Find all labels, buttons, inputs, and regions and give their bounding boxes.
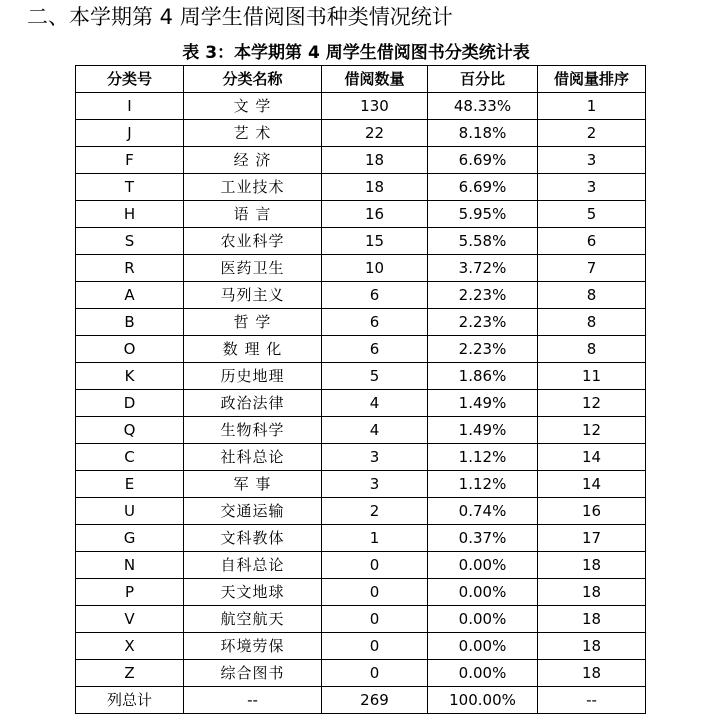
cell-code: D xyxy=(76,390,184,417)
cell-count: 3 xyxy=(322,471,428,498)
table-row xyxy=(76,471,646,498)
cell-count: 6 xyxy=(322,282,428,309)
cell-code: G xyxy=(76,525,184,552)
cell-name: 环境劳保 xyxy=(184,633,322,660)
cell-rank: 14 xyxy=(538,444,646,471)
cell-code: N xyxy=(76,552,184,579)
cell-percent: 2.23% xyxy=(428,282,538,309)
table-row xyxy=(76,93,646,120)
table-row xyxy=(76,660,646,687)
cell-count: 3 xyxy=(322,444,428,471)
cell-name: 文 学 xyxy=(184,93,322,120)
cell-count: 10 xyxy=(322,255,428,282)
cell-percent: 0.37% xyxy=(428,525,538,552)
cell-code: B xyxy=(76,309,184,336)
cell-name: 马列主义 xyxy=(184,282,322,309)
cell-name: 政治法律 xyxy=(184,390,322,417)
cell-count: 16 xyxy=(322,201,428,228)
cell-name: 语 言 xyxy=(184,201,322,228)
cell-count: 130 xyxy=(322,93,428,120)
cell-count: 18 xyxy=(322,174,428,201)
cell-code: X xyxy=(76,633,184,660)
cell-code: K xyxy=(76,363,184,390)
cell-percent: 3.72% xyxy=(428,255,538,282)
table-row xyxy=(76,282,646,309)
table-row xyxy=(76,147,646,174)
total-rank: -- xyxy=(538,687,646,714)
cell-percent: 1.49% xyxy=(428,417,538,444)
header-name: 分类名称 xyxy=(184,66,322,93)
table-row xyxy=(76,228,646,255)
cell-percent: 6.69% xyxy=(428,147,538,174)
table-row xyxy=(76,201,646,228)
cell-count: 4 xyxy=(322,417,428,444)
cell-percent: 5.95% xyxy=(428,201,538,228)
borrowing-stats-table xyxy=(75,65,646,714)
cell-rank: 1 xyxy=(538,93,646,120)
cell-percent: 0.00% xyxy=(428,606,538,633)
cell-code: C xyxy=(76,444,184,471)
total-row xyxy=(76,687,646,714)
cell-rank: 18 xyxy=(538,633,646,660)
cell-percent: 2.23% xyxy=(428,309,538,336)
cell-name: 数 理 化 xyxy=(184,336,322,363)
total-code: 列总计 xyxy=(76,687,184,714)
cell-code: I xyxy=(76,93,184,120)
cell-count: 0 xyxy=(322,606,428,633)
cell-count: 18 xyxy=(322,147,428,174)
cell-code: H xyxy=(76,201,184,228)
cell-name: 文科教体 xyxy=(184,525,322,552)
cell-count: 2 xyxy=(322,498,428,525)
cell-name: 工业技术 xyxy=(184,174,322,201)
cell-count: 0 xyxy=(322,660,428,687)
cell-percent: 0.74% xyxy=(428,498,538,525)
cell-count: 6 xyxy=(322,336,428,363)
cell-name: 医药卫生 xyxy=(184,255,322,282)
cell-count: 0 xyxy=(322,633,428,660)
cell-percent: 1.12% xyxy=(428,471,538,498)
cell-rank: 12 xyxy=(538,390,646,417)
cell-count: 4 xyxy=(322,390,428,417)
cell-code: R xyxy=(76,255,184,282)
table-row xyxy=(76,255,646,282)
cell-code: P xyxy=(76,579,184,606)
cell-count: 22 xyxy=(322,120,428,147)
cell-percent: 1.49% xyxy=(428,390,538,417)
header-count: 借阅数量 xyxy=(322,66,428,93)
header-percent: 百分比 xyxy=(428,66,538,93)
header-code: 分类号 xyxy=(76,66,184,93)
cell-percent: 8.18% xyxy=(428,120,538,147)
header-rank: 借阅量排序 xyxy=(538,66,646,93)
table-row xyxy=(76,309,646,336)
cell-code: Q xyxy=(76,417,184,444)
table-row xyxy=(76,444,646,471)
total-name: -- xyxy=(184,687,322,714)
cell-code: T xyxy=(76,174,184,201)
cell-rank: 8 xyxy=(538,336,646,363)
cell-code: S xyxy=(76,228,184,255)
cell-percent: 0.00% xyxy=(428,633,538,660)
cell-name: 农业科学 xyxy=(184,228,322,255)
cell-rank: 6 xyxy=(538,228,646,255)
cell-rank: 16 xyxy=(538,498,646,525)
table-row xyxy=(76,336,646,363)
cell-rank: 2 xyxy=(538,120,646,147)
cell-rank: 17 xyxy=(538,525,646,552)
cell-percent: 2.23% xyxy=(428,336,538,363)
table-row xyxy=(76,606,646,633)
cell-percent: 48.33% xyxy=(428,93,538,120)
cell-count: 6 xyxy=(322,309,428,336)
table-row xyxy=(76,120,646,147)
cell-code: O xyxy=(76,336,184,363)
cell-rank: 18 xyxy=(538,660,646,687)
cell-percent: 0.00% xyxy=(428,579,538,606)
cell-code: J xyxy=(76,120,184,147)
cell-rank: 7 xyxy=(538,255,646,282)
table-row xyxy=(76,498,646,525)
cell-name: 交通运输 xyxy=(184,498,322,525)
table-row xyxy=(76,633,646,660)
total-count: 269 xyxy=(322,687,428,714)
cell-name: 天文地球 xyxy=(184,579,322,606)
section-heading: 二、本学期第 4 周学生借阅图书种类情况统计 xyxy=(27,5,453,29)
cell-percent: 1.86% xyxy=(428,363,538,390)
cell-percent: 0.00% xyxy=(428,660,538,687)
table-row xyxy=(76,417,646,444)
cell-code: E xyxy=(76,471,184,498)
cell-name: 艺 术 xyxy=(184,120,322,147)
cell-rank: 5 xyxy=(538,201,646,228)
cell-rank: 18 xyxy=(538,579,646,606)
cell-rank: 3 xyxy=(538,147,646,174)
cell-code: Z xyxy=(76,660,184,687)
cell-name: 历史地理 xyxy=(184,363,322,390)
cell-count: 0 xyxy=(322,579,428,606)
cell-name: 生物科学 xyxy=(184,417,322,444)
table-row xyxy=(76,363,646,390)
cell-percent: 1.12% xyxy=(428,444,538,471)
cell-name: 社科总论 xyxy=(184,444,322,471)
cell-code: F xyxy=(76,147,184,174)
cell-count: 5 xyxy=(322,363,428,390)
table-caption: 表 3：本学期第 4 周学生借阅图书分类统计表 xyxy=(182,43,530,63)
table-header-row xyxy=(76,66,646,93)
cell-name: 军 事 xyxy=(184,471,322,498)
table-row xyxy=(76,552,646,579)
cell-rank: 14 xyxy=(538,471,646,498)
total-percent: 100.00% xyxy=(428,687,538,714)
cell-rank: 12 xyxy=(538,417,646,444)
cell-name: 综合图书 xyxy=(184,660,322,687)
cell-count: 1 xyxy=(322,525,428,552)
cell-rank: 8 xyxy=(538,309,646,336)
cell-name: 自科总论 xyxy=(184,552,322,579)
cell-percent: 6.69% xyxy=(428,174,538,201)
cell-rank: 11 xyxy=(538,363,646,390)
cell-percent: 0.00% xyxy=(428,552,538,579)
cell-code: A xyxy=(76,282,184,309)
cell-rank: 18 xyxy=(538,606,646,633)
table-row xyxy=(76,174,646,201)
cell-code: V xyxy=(76,606,184,633)
cell-rank: 18 xyxy=(538,552,646,579)
table-row xyxy=(76,579,646,606)
cell-percent: 5.58% xyxy=(428,228,538,255)
cell-count: 0 xyxy=(322,552,428,579)
cell-rank: 3 xyxy=(538,174,646,201)
cell-code: U xyxy=(76,498,184,525)
cell-rank: 8 xyxy=(538,282,646,309)
table-row xyxy=(76,525,646,552)
cell-name: 经 济 xyxy=(184,147,322,174)
cell-name: 航空航天 xyxy=(184,606,322,633)
cell-name: 哲 学 xyxy=(184,309,322,336)
cell-count: 15 xyxy=(322,228,428,255)
table-row xyxy=(76,390,646,417)
